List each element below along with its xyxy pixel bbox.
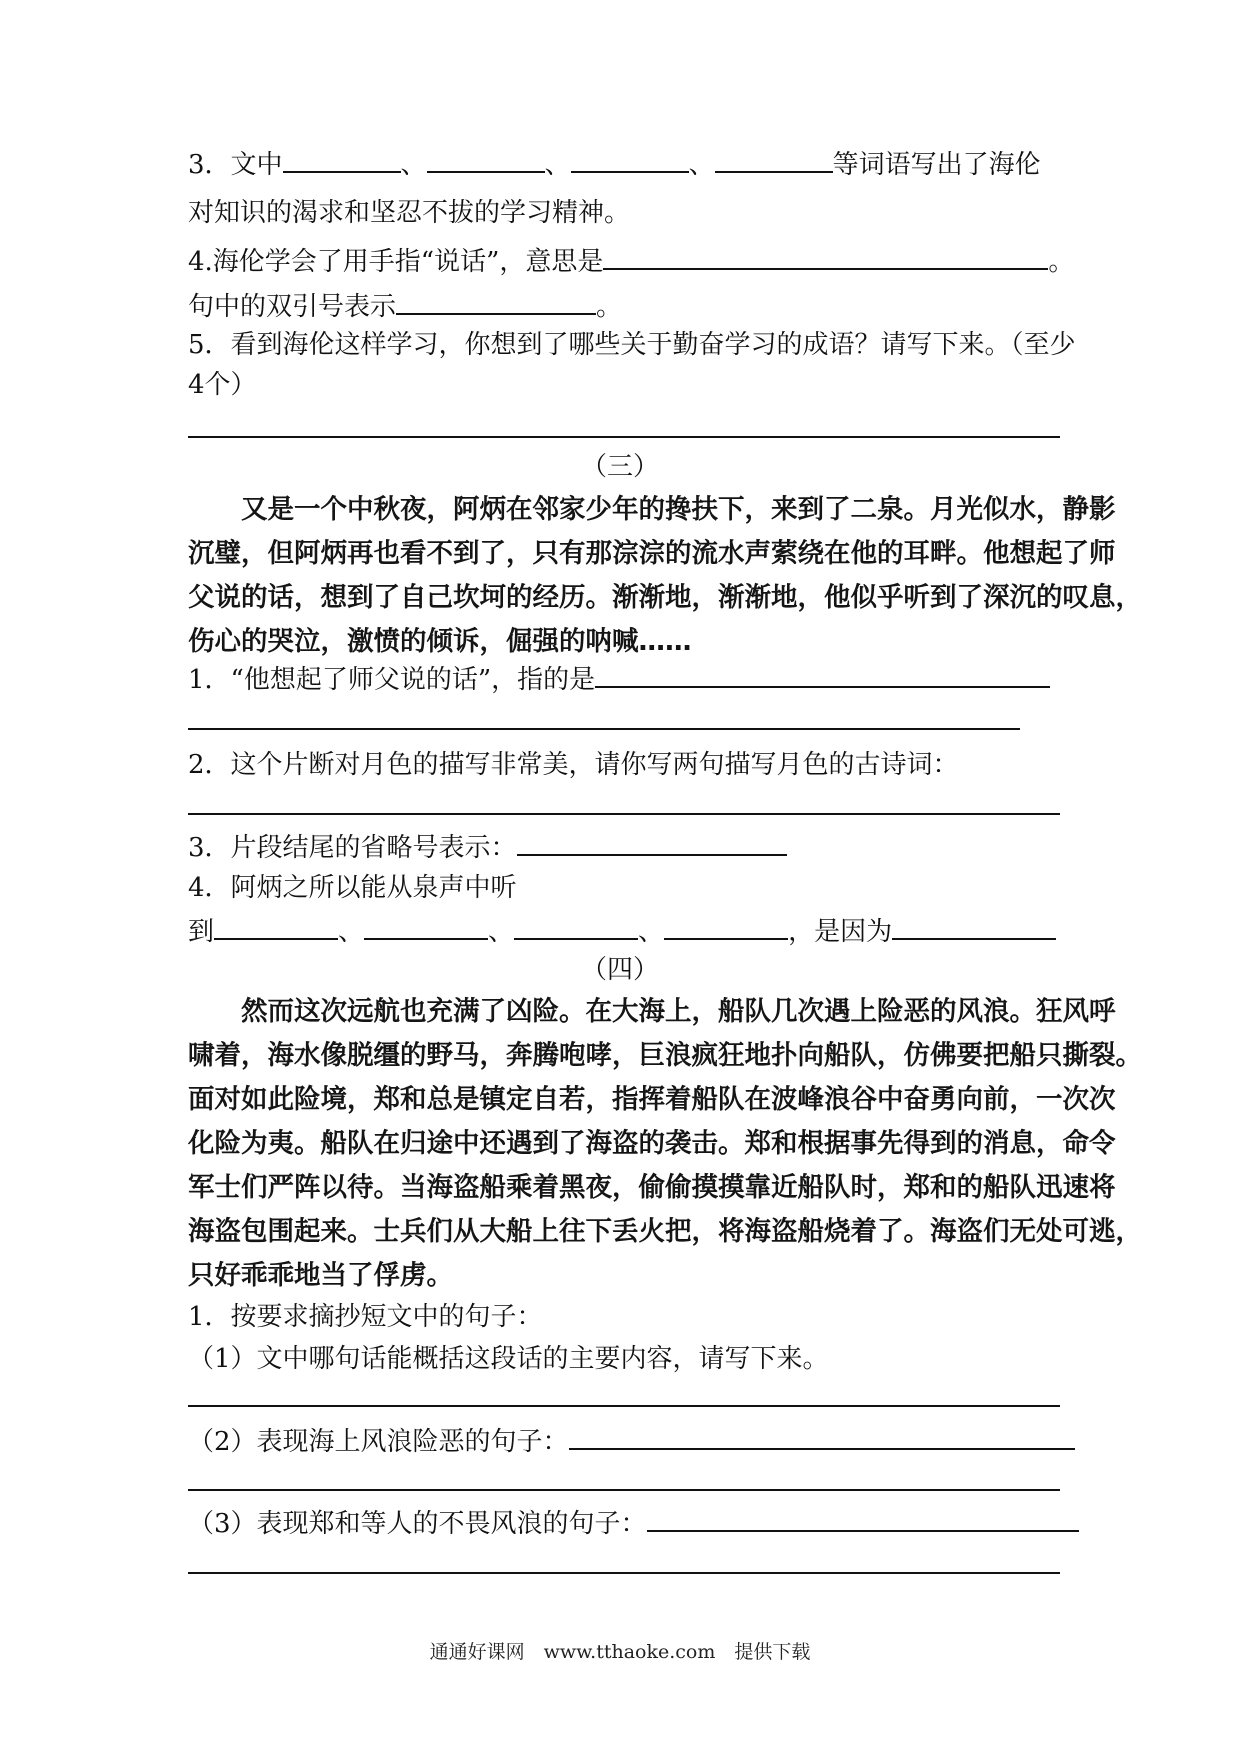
period: 。 (596, 292, 623, 322)
answer-blank[interactable] (364, 910, 488, 940)
s3-passage-line-3: 父说的话，想到了自己坎坷的经历。渐渐地，渐渐地，他似乎听到了深沉的叹息， (188, 582, 1142, 613)
s3-passage-line-2: 沉璧，但阿炳再也看不到了，只有那淙淙的流水声萦绕在他的耳畔。他想起了师 (188, 538, 1116, 569)
page-footer: 通通好课网 www.tthaoke.com 提供下载 (429, 1641, 811, 1663)
s3-question-4-line-2 (188, 910, 1062, 952)
answer-line[interactable] (188, 436, 1060, 438)
answer-line[interactable] (188, 813, 1060, 815)
s3-question-4-line-1: 4．阿炳之所以能从泉声中听 (188, 873, 517, 903)
answer-blank[interactable] (892, 910, 1056, 940)
s2-question-3-line-1 (188, 143, 1062, 185)
s2-question-4-line-2 (188, 285, 1062, 327)
s4-question-1-1: （1）文中哪句话能概括这段话的主要内容，请写下来。 (188, 1344, 829, 1374)
section-3-heading: （三） (580, 452, 659, 482)
q1-2-text: （2）表现海上风浪险恶的句子： (188, 1427, 569, 1457)
s3-question-2: 2．这个片断对月色的描写非常美，请你写两句描写月色的古诗词： (188, 750, 959, 780)
because-text: ，是因为 (788, 917, 893, 947)
section-4-heading: （四） (580, 955, 659, 985)
answer-blank[interactable] (571, 143, 689, 173)
q3-text: 3．片段结尾的省略号表示： (188, 833, 517, 863)
separator: 、 (400, 150, 427, 180)
q4-text: 4.海伦学会了用手指“说话”，意思是 (188, 247, 604, 277)
answer-blank[interactable] (517, 826, 787, 856)
q3-prefix: 3．文中 (188, 150, 283, 180)
s4-passage-line-7: 只好乖乖地当了俘虏。 (188, 1260, 453, 1291)
s4-passage-line-3: 面对如此险境，郑和总是镇定自若，指挥着船队在波峰浪谷中奋勇向前，一次次 (188, 1084, 1116, 1115)
s4-passage-line-5: 军士们严阵以待。当海盗船乘着黑夜，偷偷摸摸靠近船队时，郑和的船队迅速将 (188, 1172, 1116, 1203)
answer-blank[interactable] (715, 143, 833, 173)
answer-blank[interactable] (569, 1420, 1075, 1450)
s4-passage-line-1: 然而这次远航也充满了凶险。在大海上，船队几次遇上险恶的风浪。狂风呼 (188, 996, 1116, 1027)
q4-prefix: 到 (188, 917, 215, 947)
s3-question-3 (188, 826, 1062, 868)
period: 。 (1048, 247, 1075, 277)
q4-text-2: 句中的双引号表示 (188, 292, 397, 322)
s3-question-1 (188, 658, 1062, 700)
s2-question-5-line-1: 5．看到海伦这样学习，你想到了哪些关于勤奋学习的成语？请写下来。（至少 (188, 330, 1076, 360)
answer-blank[interactable] (283, 143, 401, 173)
s4-question-1-3 (188, 1502, 1062, 1544)
answer-line[interactable] (188, 728, 1020, 730)
answer-line[interactable] (188, 1405, 1060, 1407)
answer-line[interactable] (188, 1489, 1060, 1491)
s2-question-3-line-2: 对知识的渴求和坚忍不拔的学习精神。 (188, 198, 631, 228)
answer-blank[interactable] (603, 240, 1048, 270)
separator: 、 (544, 150, 571, 180)
answer-blank[interactable] (514, 910, 638, 940)
separator: 、 (338, 917, 365, 947)
s4-passage-line-4: 化险为夷。船队在归途中还遇到了海盗的袭击。郑和根据事先得到的消息，命令 (188, 1128, 1116, 1159)
s2-question-5-line-2: 4个） (188, 370, 257, 400)
answer-blank[interactable] (427, 143, 545, 173)
q1-text: 1．“他想起了师父说的话”，指的是 (188, 665, 596, 695)
separator: 、 (488, 917, 515, 947)
s3-passage-line-1: 又是一个中秋夜，阿炳在邻家少年的搀扶下，来到了二泉。月光似水，静影 (188, 494, 1116, 525)
separator: 、 (688, 150, 715, 180)
answer-blank[interactable] (396, 285, 596, 315)
answer-blank[interactable] (214, 910, 338, 940)
s3-passage-line-4: 伤心的哭泣，激愤的倾诉，倔强的呐喊…… (188, 626, 692, 657)
s4-passage-line-2: 啸着，海水像脱缰的野马，奔腾咆哮，巨浪疯狂地扑向船队，仿佛要把船只撕裂。 (188, 1040, 1142, 1071)
q3-suffix: 等词语写出了海伦 (832, 150, 1041, 180)
answer-blank[interactable] (595, 658, 1050, 688)
s2-question-4-line-1 (188, 240, 1075, 282)
s4-question-1: 1．按要求摘抄短文中的句子： (188, 1302, 543, 1332)
separator: 、 (638, 917, 665, 947)
s4-passage-line-6: 海盗包围起来。士兵们从大船上往下丢火把，将海盗船烧着了。海盗们无处可逃， (188, 1216, 1142, 1247)
q1-3-text: （3）表现郑和等人的不畏风浪的句子： (188, 1509, 647, 1539)
answer-blank[interactable] (647, 1502, 1079, 1532)
answer-line[interactable] (188, 1572, 1060, 1574)
answer-blank[interactable] (664, 910, 788, 940)
s4-question-1-2 (188, 1420, 1062, 1462)
